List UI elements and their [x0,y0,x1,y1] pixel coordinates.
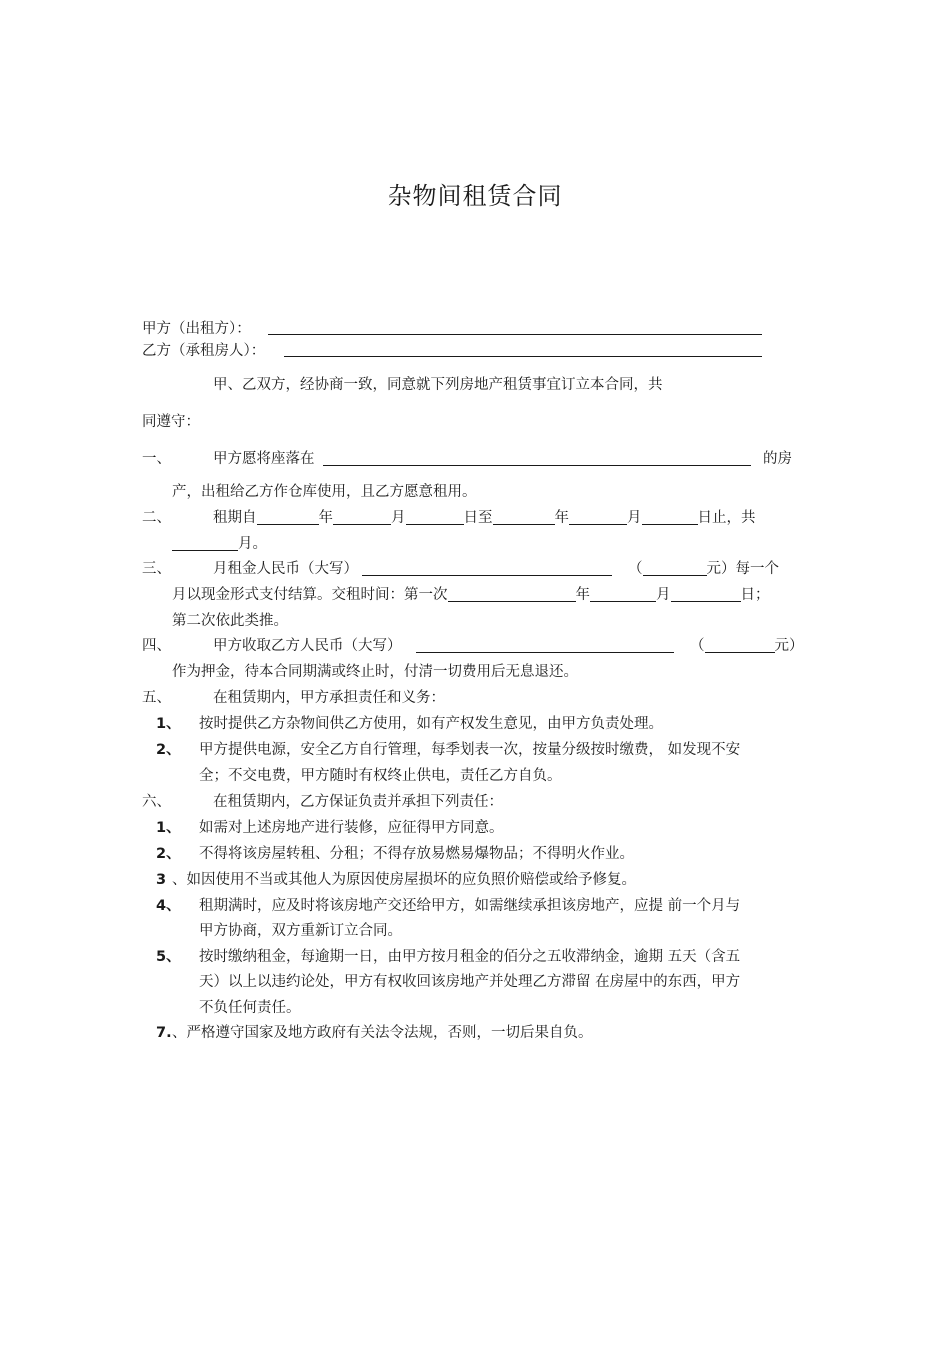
clause-6-number: 六、 [142,794,171,810]
clause-1-number: 一、 [142,451,171,467]
clause-3-line-3: 第二次依此类推。 [172,613,288,629]
clause-6-item-4-line-1: 租期满时，应及时将该房地产交还给甲方，如需继续承担该房地产，应提 前一个月与 [199,898,741,914]
clause-5-item-2-line-1: 甲方提供电源，安全乙方自行管理，每季划表一次，按量分级按时缴费， 如发现不安 [199,742,741,758]
document-title: 杂物间租赁合同 [387,182,563,210]
clause-6-item-7-line-1: 、严格遵守国家及地方政府有关法令法规，否则，一切后果自负。 [172,1025,593,1041]
clause-6-item-5-line-3: 不负任何责任。 [199,1000,301,1016]
clause-6-item-4-number: 4、 [156,898,181,914]
clause-4-amount: （ 元） [690,638,804,654]
clause-4-number: 四、 [142,638,171,654]
clause-5-item-1-number: 1、 [156,716,181,732]
clause-5-item-2-line-2: 全；不交电费，甲方随时有权终止供电，责任乙方自负。 [199,768,562,784]
clause-6-heading: 在租赁期内，乙方保证负责并承担下列责任： [213,794,503,810]
clause-3-line-1: 月租金人民币（大写） [213,559,612,579]
clause-2-line-2: 月。 [172,534,267,554]
clause-6-item-4-line-2: 甲方协商，双方重新订立合同。 [199,923,402,939]
clause-2-number: 二、 [142,510,171,526]
clause-5-item-1-line-1: 按时提供乙方杂物间供乙方使用，如有产权发生意见，由甲方负责处理。 [199,716,663,732]
location-blank [323,450,751,466]
party-a-label: 甲方（出租方）： [142,321,251,337]
clause-6-item-5-line-1: 按时缴纳租金，每逾期一日，由甲方按月租金的佰分之五收滞纳金，逾期 五天（含五 [199,949,741,965]
preamble-line-1: 甲、乙双方，经协商一致，同意就下列房地产租赁事宜订立本合同，共 [213,377,663,393]
clause-4-line-1: 甲方收取乙方人民币（大写） [213,636,674,656]
clause-6-item-2-number: 2、 [156,846,181,862]
clause-6-item-1-line-1: 如需对上述房地产进行装修，应征得甲方同意。 [199,820,504,836]
clause-6-item-5-line-2: 天）以上以违约论处，甲方有权收回该房地产并处理乙方滞留 在房屋中的东西，甲方 [199,974,741,990]
party-a-blank [268,320,762,335]
preamble-line-2: 同遵守： [142,414,200,430]
clause-1-line-1-end: 的房 [763,451,792,467]
clause-6-item-5-number: 5、 [156,949,181,965]
clause-3-line-2: 月以现金形式支付结算。交租时间：第一次 年 月 日； [172,587,770,603]
clause-4-line-2: 作为押金，待本合同期满或终止时，付清一切费用后无息退还。 [172,664,578,680]
party-b-blank [284,342,762,357]
clause-5-heading: 在租赁期内，甲方承担责任和义务： [213,690,445,706]
clause-6-item-3-line-1: 、如因使用不当或其他人为原因使房屋损坏的应负照价赔偿或给予修复。 [172,872,636,888]
clause-6-item-2-line-1: 不得将该房屋转租、分租；不得存放易燃易爆物品；不得明火作业。 [199,846,634,862]
clause-3-amount: （ 元）每一个 [628,561,779,577]
clause-2-line-1: 租期自 年 月 日至 年 月 日止，共 [213,510,756,526]
clause-6-item-7-number: 7. [156,1025,172,1041]
clause-6-item-3-number: 3 [156,872,167,888]
clause-3-number: 三、 [142,561,171,577]
party-b-label: 乙方（承租房人）： [142,343,266,359]
clause-1-line-1: 甲方愿将座落在 [213,449,751,469]
clause-5-item-2-number: 2、 [156,742,181,758]
clause-1-line-2: 产，出租给乙方作仓库使用，且乙方愿意租用。 [172,484,477,500]
clause-5-number: 五、 [142,690,171,706]
clause-6-item-1-number: 1、 [156,820,181,836]
